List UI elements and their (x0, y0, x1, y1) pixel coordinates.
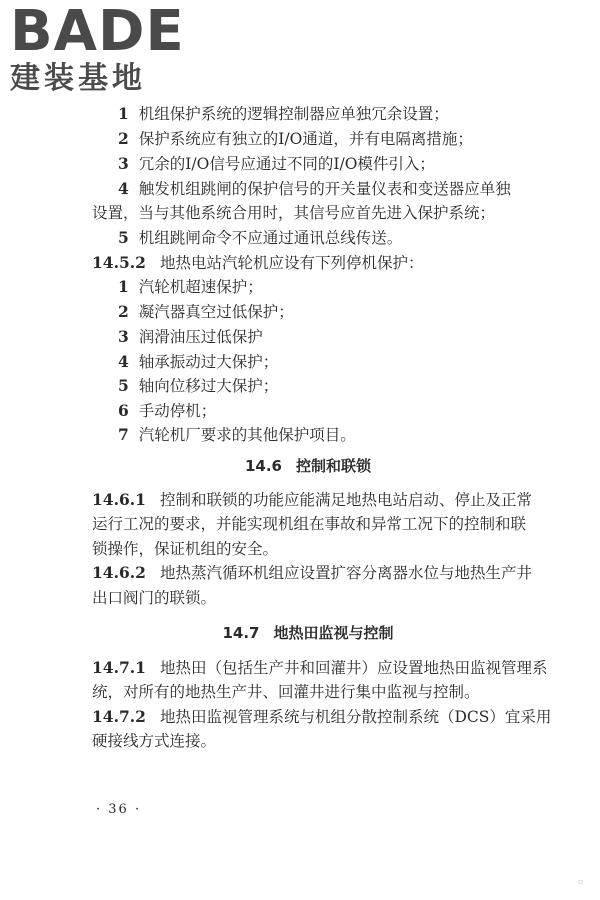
list-item (118, 302, 294, 322)
item-text: 机组保护系统的逻辑控制器应单独冗余设置； (138, 105, 449, 123)
clause-text: 地热蒸汽循环机组应设置扩容分离器水位与地热生产井 (159, 564, 532, 582)
section-title: 控制和联锁 (296, 457, 372, 475)
list-item (118, 104, 449, 124)
item-number: 3 (118, 154, 129, 173)
clause-text: 硬接线方式连接。 (92, 732, 217, 750)
clause-number: 14.7.1 (92, 658, 146, 677)
list-item-continuation (92, 203, 495, 223)
clause-text: 锁操作，保证机组的安全。 (92, 540, 279, 558)
list-item (118, 154, 435, 174)
item-number: 1 (118, 104, 129, 123)
item-text: 保护系统应有独立的I/O通道，并有电隔离措施； (138, 130, 473, 148)
clause-text-line (92, 588, 216, 608)
item-number: 5 (118, 228, 129, 247)
list-item (118, 277, 263, 297)
clause-number: 14.7.2 (92, 707, 146, 726)
item-text: 手动停机； (138, 402, 217, 420)
clause-text: 出口阀门的联锁。 (92, 589, 217, 607)
item-text: 轴向位移过大保护； (138, 377, 279, 395)
item-number: 2 (118, 302, 129, 321)
page-number: · 36 · (96, 802, 142, 817)
clause-text-line (92, 682, 480, 702)
item-number: 5 (118, 376, 129, 395)
list-item (118, 352, 278, 372)
item-number: 4 (118, 179, 129, 198)
section-number: 14.7 (222, 624, 260, 642)
list-item (118, 228, 402, 248)
item-number: 4 (118, 352, 129, 371)
list-item (118, 401, 216, 421)
item-number: 6 (118, 401, 129, 420)
list-item (118, 327, 263, 347)
item-text: 润滑油压过低保护 (138, 328, 263, 346)
list-item (118, 179, 511, 199)
item-text: 机组跳闸命令不应通过通讯总线传送。 (138, 229, 403, 247)
item-text: 汽轮机厂要求的其他保护项目。 (138, 426, 356, 444)
clause-text: 地热田（包括生产井和回灌井）应设置地热田监视管理系 (159, 659, 548, 677)
clause-text: 控制和联锁的功能应能满足地热电站启动、停止及正常 (159, 491, 532, 509)
section-title: 地热田监视与控制 (273, 624, 394, 642)
item-text: 汽轮机超速保护； (138, 278, 263, 296)
item-number: 1 (118, 277, 129, 296)
clause-text: 地热电站汽轮机应设有下列停机保护： (159, 254, 424, 272)
clause-text-line (92, 539, 278, 559)
list-item (118, 129, 473, 149)
list-item (118, 425, 356, 445)
item-text: 冗余的I/O信号应通过不同的I/O模件引入； (138, 155, 435, 173)
item-text: 触发机组跳闸的保护信号的开关量仪表和变送器应单独 (138, 180, 511, 198)
logo-wordmark: BADE (10, 0, 185, 64)
clause-number: 14.5.2 (92, 253, 146, 272)
item-number: 7 (118, 425, 129, 444)
logo-subtitle: 建装基地 (10, 61, 146, 96)
section-heading-14-6 (0, 456, 600, 476)
item-number: 3 (118, 327, 129, 346)
clause-text: 运行工况的要求，并能实现机组在事故和异常工况下的控制和联 (92, 515, 527, 533)
list-item (118, 376, 278, 396)
section-number: 14.6 (244, 457, 282, 475)
clause-number: 14.6.1 (92, 490, 146, 509)
section-heading-14-7 (0, 623, 600, 643)
clause-14-6-2 (92, 563, 532, 583)
clause-text-line (92, 514, 526, 534)
item-text: 凝汽器真空过低保护； (138, 303, 294, 321)
item-text: 轴承振动过大保护； (138, 353, 279, 371)
clause-text: 地热田监视管理系统与机组分散控制系统（DCS）宜采用 (159, 708, 552, 726)
clause-14-7-2 (92, 707, 551, 727)
item-number: 2 (118, 129, 129, 148)
clause-text-line (92, 731, 216, 751)
clause-14-6-1 (92, 490, 532, 510)
item-text: 设置，当与其他系统合用时，其信号应首先进入保护系统； (92, 204, 496, 222)
clause-14-7-1 (92, 658, 547, 678)
scan-mark: ▫ (578, 877, 584, 886)
clause-14-5-2 (92, 253, 423, 273)
clause-number: 14.6.2 (92, 563, 146, 582)
clause-text: 统，对所有的地热生产井、回灌井进行集中监视与控制。 (92, 683, 480, 701)
